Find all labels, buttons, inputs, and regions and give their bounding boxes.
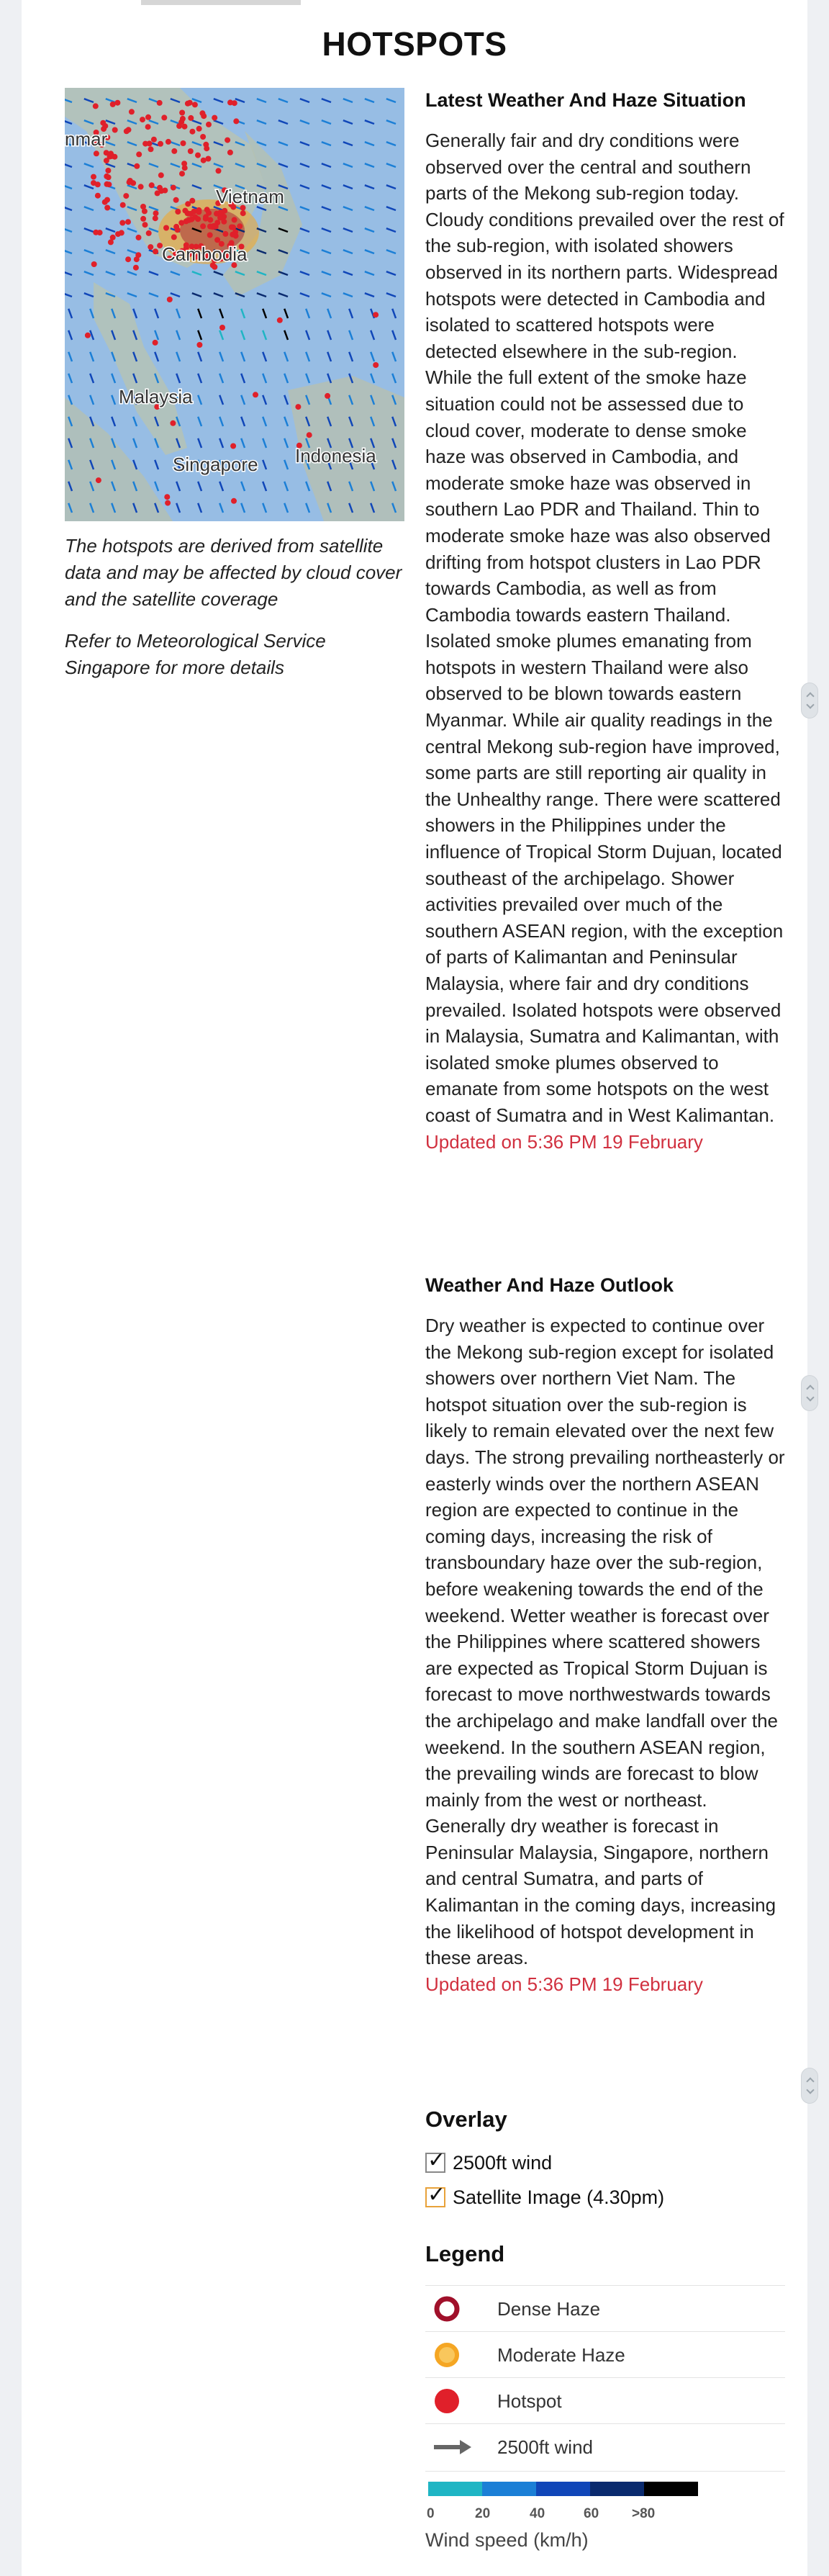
hotspot-marker [145, 124, 151, 130]
page-title: HOTSPOTS [322, 25, 507, 63]
wind-scale-tick: 60 [584, 2506, 599, 2521]
hotspot-marker [104, 174, 109, 179]
hotspot-marker [188, 115, 194, 121]
hotspot-marker [373, 362, 379, 368]
hotspot-marker [123, 193, 129, 199]
overlay-option-wind[interactable] [425, 2150, 552, 2176]
outlook-heading: Weather And Haze Outlook [425, 1274, 674, 1296]
hotspot-marker [167, 297, 173, 302]
hotspot-marker [119, 220, 125, 226]
hotspot-marker [237, 223, 243, 229]
outlook-section [425, 1274, 785, 1997]
scroll-handle[interactable] [801, 2068, 818, 2104]
latest-heading: Latest Weather And Haze Situation [425, 89, 746, 111]
hotspot-marker [240, 210, 246, 216]
top-tab-indicator[interactable] [141, 0, 301, 5]
hotspot-marker [142, 222, 148, 228]
wind-scale-swatch [428, 2482, 482, 2496]
hotspot-marker [182, 124, 188, 130]
overlay-option-satellite[interactable] [425, 2184, 664, 2210]
hotspot-marker [217, 215, 223, 220]
hotspot-marker [171, 148, 177, 154]
legend-row-hotspot [425, 2377, 785, 2424]
hotspot-marker [307, 432, 312, 438]
hotspot-marker [96, 477, 101, 483]
hotspot-marker [182, 165, 188, 171]
hotspot-marker [85, 333, 91, 338]
hotspot-marker [196, 126, 202, 132]
hotspot-marker [94, 150, 99, 156]
hotspot-marker [151, 137, 157, 143]
hotspot-marker [196, 210, 201, 215]
hotspot-marker [230, 225, 236, 230]
legend-heading: Legend [425, 2241, 505, 2266]
hotspot-marker [195, 153, 201, 158]
satellite-note-caption: The hotspots are derived from satellite data and may be affected by cloud cover and the satellite coverage [65, 535, 402, 610]
hotspot-marker [158, 141, 163, 147]
hotspot-marker [187, 100, 193, 106]
legend-row-dense-haze [425, 2285, 785, 2332]
hotspot-marker [153, 248, 158, 254]
hotspot-marker [164, 494, 170, 500]
hotspot-marker [232, 217, 237, 222]
hotspot-marker [157, 100, 163, 106]
hotspot-marker [125, 256, 131, 262]
hotspot-marker [214, 220, 220, 225]
overlay-heading: Overlay [425, 2107, 507, 2132]
hotspot-marker [233, 118, 239, 124]
hotspot-marker [204, 145, 209, 151]
outlook-updated-timestamp: Updated on 5:36 PM 19 February [425, 1973, 703, 1995]
wind-arrow-icon [432, 2436, 473, 2458]
hotspot-marker [163, 225, 169, 231]
hotspot-marker [206, 210, 212, 216]
hotspot-marker [207, 233, 213, 238]
wind-scale-swatch [590, 2482, 644, 2496]
hotspot-marker [136, 235, 142, 240]
refer-note-caption: Refer to Meteorological Service Singapore for more details [65, 630, 326, 678]
legend-row-wind [425, 2423, 785, 2470]
hotspot-marker [206, 122, 212, 127]
hotspot-marker [225, 138, 230, 143]
hotspot-marker [219, 325, 225, 330]
hotspot-marker [104, 205, 110, 211]
map-label-vietnam: Vietnam [216, 186, 284, 207]
hotspot-marker [200, 223, 206, 229]
hotspot-marker [112, 127, 118, 133]
hotspot-marker [105, 168, 111, 174]
check-icon: ✓ [427, 2183, 446, 2207]
hotspot-marker [91, 261, 97, 267]
wind-speed-scale [428, 2482, 698, 2496]
hotspot-marker [188, 211, 194, 217]
hotspot-marker [158, 188, 164, 194]
hotspot-marker [185, 201, 191, 207]
hotspot-marker [125, 219, 131, 225]
hotspot-marker [165, 500, 171, 506]
hotspot-marker [153, 210, 159, 216]
hotspot-marker [253, 392, 258, 397]
map-label-indonesia: Indonesia [295, 445, 376, 467]
hotspot-marker [192, 102, 198, 107]
hotspot-marker [173, 197, 179, 203]
check-icon: ✓ [427, 2148, 446, 2172]
latest-updated-timestamp: Updated on 5:36 PM 19 February [425, 1130, 703, 1153]
hotspot-marker [145, 114, 151, 120]
hotspot-marker [126, 127, 132, 132]
wind-checkbox[interactable] [425, 2148, 446, 2173]
hotspot-marker [153, 215, 158, 221]
hotspot-marker [153, 340, 158, 346]
hotspot-marker [127, 179, 132, 185]
overlay-option-label: 2500ft wind [453, 2151, 553, 2174]
hotspot-marker [216, 168, 222, 174]
dense-haze-icon [432, 2294, 461, 2323]
hotspot-marker [181, 140, 186, 146]
hotspot-marker [135, 252, 141, 258]
hotspot-marker [209, 224, 214, 230]
hotspot-marker [175, 209, 181, 215]
wind-speed-label: Wind speed (km/h) [425, 2529, 589, 2551]
hotspot-marker [196, 342, 202, 348]
map-label-singapore: Singapore [173, 454, 258, 475]
hotspot-marker [373, 312, 379, 318]
hotspot-marker [179, 171, 185, 176]
legend-label: 2500ft wind [497, 2436, 593, 2458]
wind-scale-tick: 0 [427, 2506, 435, 2521]
legend-label: Dense Haze [497, 2297, 601, 2320]
hotspot-marker [222, 208, 227, 214]
wind-scale-tick: 20 [475, 2506, 491, 2521]
hotspot-marker [142, 141, 148, 147]
wind-scale-swatch [644, 2482, 698, 2496]
hotspot-marker [120, 202, 126, 208]
hotspot-marker [133, 265, 139, 271]
hotspot-marker [129, 109, 135, 114]
hotspot-marker [227, 150, 233, 156]
outlook-body: Dry weather is expected to continue over the Mekong sub-region except for isolated showers over northern Viet Nam. The hotspot situation over the sub-region is likely to remain elevated over the next few days. The strong prevailing northeasterly or easterly winds over the northern ASEAN region are expected to continue in the coming days, increasing the risk of transboundary haze over the sub-region, before weakening towards the end of the weekend. Wetter weather is forecast over the Philippines where scattered showers are expected as Tropical Storm Dujuan is forecast to move northwestwards towards the archipelago and make landfall over the weekend. In the southern ASEAN region, the prevailing winds are forecast to blow mainly from the west or northeast. Generally dry weather is forecast in Peninsular Malaysia, Singapore, northern and central Sumatra, and parts of Kalimantan in the coming days, increasing the likelihood of hotspot development in these areas. [425, 1315, 785, 1969]
map-label-myanmar: nmar [65, 128, 108, 150]
hotspot-marker [158, 172, 164, 178]
hotspot-marker [136, 151, 142, 157]
hotspot-marker [184, 218, 189, 224]
hotspot-marker [95, 181, 101, 187]
hotspot-marker [100, 120, 106, 126]
hotspot-marker [104, 181, 110, 187]
hotspot-marker [148, 146, 154, 152]
map-label-cambodia: Cambodia [162, 243, 248, 265]
wind-scale-tick: >80 [632, 2506, 656, 2521]
hotspot-marker [91, 174, 96, 180]
hotspot-marker [201, 158, 207, 163]
hotspot-marker [195, 216, 201, 222]
hotspot-marker [93, 103, 99, 109]
hotspot-marker [201, 113, 207, 119]
map-canvas[interactable] [65, 88, 404, 521]
hotspot-marker [325, 393, 330, 399]
scroll-handle[interactable] [801, 683, 818, 719]
hotspot-marker [212, 115, 217, 121]
hotspot-marker [142, 208, 148, 214]
hotspot-marker [140, 117, 145, 122]
hotspot-marker [200, 134, 206, 140]
legend-divider [425, 2471, 785, 2472]
wind-scale-tick: 40 [530, 2506, 545, 2521]
hotspot-marker [97, 230, 103, 235]
hotspot-marker [110, 102, 116, 107]
wind-scale-swatch [536, 2482, 590, 2496]
satellite-checkbox[interactable] [425, 2183, 446, 2207]
hotspot-marker [119, 230, 124, 235]
hotspot-marker [179, 110, 185, 116]
hotspot-marker [166, 139, 171, 145]
hotspot-marker [148, 244, 153, 250]
hotspot-marker [108, 150, 114, 156]
hotspot-marker [161, 114, 167, 120]
overlay-option-label: Satellite Image (4.30pm) [453, 2186, 665, 2208]
hotspot-marker [230, 443, 236, 449]
legend-label: Moderate Haze [497, 2343, 625, 2366]
hotspot-marker [138, 184, 144, 189]
hotspot-marker [171, 185, 176, 191]
hotspot-marker [207, 217, 213, 222]
hotspot-marker [102, 199, 108, 205]
hotspot-marker [232, 100, 237, 106]
hotspot-marker [295, 404, 301, 410]
hotspot-icon [432, 2387, 461, 2415]
hotspot-map[interactable] [65, 88, 404, 521]
hotspot-marker [222, 231, 228, 237]
moderate-haze-icon [432, 2341, 461, 2369]
hotspot-marker [171, 234, 177, 240]
hotspot-marker [277, 318, 283, 323]
hotspot-marker [95, 193, 101, 199]
map-label-malaysia: Malaysia [119, 386, 193, 407]
page-container [22, 0, 807, 2576]
hotspot-marker [110, 235, 116, 240]
hotspot-marker [134, 163, 140, 169]
hotspot-marker [189, 129, 195, 135]
wind-scale-swatch [482, 2482, 536, 2496]
latest-body: Generally fair and dry conditions were observed over the central and southern parts of the Mekong sub-region today. Cloudy conditions prevailed over the rest of the sub-region, with isolated showers observed in its northern parts. Widespread hotspots were detected in Cambodia and isolated to scattered hotspots were detected elsewhere in the sub-region. While the full extent of the smoke haze situation could not be assessed due to cloud cover, moderate to dense smoke haze was observed in Cambodia, and moderate smoke haze was observed in southern Lao PDR and Thailand. Thin to moderate smoke haze was also observed drifting from hotspot clusters in Lao PDR towards Cambodia, as well as from Cambodia towards eastern Thailand. Isolated smoke plumes emanating from hotspots in western Thailand were also observed to be blown towards eastern Myanmar. While air quality readings in the central Mekong sub-region have improved, some parts are still reporting air quality in the Unhealthy range. There were scattered showers in the Philippines under the influence of Tropical Storm Dujuan, located southeast of the archipelago. Shower activities prevailed over much of the southern ASEAN region, with the exception of parts of Kalimantan and Peninsular Malaysia, where fair and dry conditions prevailed. Isolated hotspots were observed in Malaysia, Sumatra and Kalimantan, with isolated smoke plumes observed to emanate from some hotspots on the west coast of Sumatra and in West Kalimantan. [425, 130, 784, 1126]
legend-label: Hotspot [497, 2390, 562, 2412]
latest-situation-section [425, 89, 785, 1155]
hotspot-marker [231, 498, 237, 504]
hotspot-marker [173, 224, 179, 230]
scroll-handle[interactable] [801, 1375, 818, 1411]
hotspot-marker [140, 216, 146, 222]
hotspot-marker [149, 182, 155, 188]
legend-row-moderate-haze [425, 2331, 785, 2378]
hotspot-marker [170, 420, 176, 426]
hotspot-marker [146, 230, 152, 236]
hotspot-marker [188, 148, 194, 154]
